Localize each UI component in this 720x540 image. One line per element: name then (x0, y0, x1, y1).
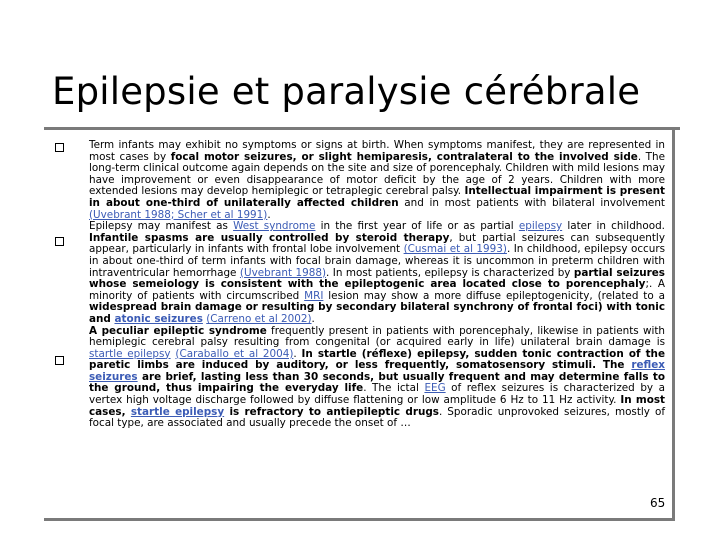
bullet-icon (55, 143, 64, 152)
page-number: 65 (650, 496, 666, 510)
text-segment: . The ictal (363, 382, 425, 395)
text-segment: frequently present in patients with porencephaly, likewise in patients with hemiplegic cerebral palsy resulting from congenital (or acquired early in life) unilateral brain damage is (89, 324, 665, 349)
reference-link[interactable]: (Carreno et al 2002) (206, 312, 312, 325)
text-segment: is refractory to antiepileptic drugs (224, 405, 439, 418)
text-segment: partial seizures whose semeiology is consistent with the epileptogenic area located close to porencephaly (89, 266, 665, 291)
text-segment: . Sporadic unprovoked seizures, mostly of focal type, are associated and usually precede the onset of … (89, 405, 665, 430)
text-segment: of reflex seizures is characterized by a vertex high voltage discharge followed by diffuse flattening or low amplitude 6 Hz to 11 Hz activity. (89, 382, 665, 407)
frame-right (672, 127, 675, 520)
reference-link[interactable]: (Cusmai et al 1993) (403, 243, 507, 256)
text-segment: . (311, 312, 315, 325)
text-segment: . (267, 208, 271, 221)
text-segment: In most cases, (89, 394, 665, 418)
reference-link[interactable]: reflex seizures (89, 359, 665, 383)
text-segment: , but partial seizures can subsequently appear, particularly in infants with frontal lobe involvement (89, 231, 665, 256)
text-segment: are brief, lasting less than 30 seconds, but usually frequent and may determine falls to the ground, thus impairing the everyday life (89, 370, 665, 395)
title-rule (44, 127, 680, 130)
text-segment: ;. A minority of patients with circumscribed (89, 278, 665, 302)
reference-link[interactable]: (Uvebrant 1988; Scher et al 1991) (89, 208, 268, 221)
reference-link[interactable]: West syndrome (233, 220, 316, 233)
reference-link[interactable]: startle epilepsy (89, 347, 171, 360)
text-segment: focal motor seizures, or slight hemiparesis, contralateral to the involved side (170, 150, 638, 163)
text-segment: In startle (réflexe) epilepsy, sudden tonic contraction of the paretic limbs are induced by auditory, or less frequently, somatosensory stimuli. The (89, 347, 665, 372)
text-segment: A peculiar epileptic syndrome (89, 324, 267, 337)
text-segment: Term infants may exhibit no symptoms or signs at birth. When symptoms manifest, they are represented in most cases by (89, 139, 665, 163)
text-segment: . In childhood, epilepsy occurs in about one-third of term infants with focal brain damage, whereas it is uncommon in preterm children with intraventricular hemorrhage (89, 243, 666, 279)
reference-link[interactable]: (Uvebrant 1988) (239, 266, 326, 279)
text-segment: Infantile spasms are usually controlled by steroid therapy (89, 231, 450, 244)
text-segment: Epilepsy may manifest as (89, 220, 234, 233)
bullet-icon (55, 356, 64, 365)
text-segment: and in most patients with bilateral involvement (398, 196, 665, 209)
reference-link[interactable]: startle epilepsy (130, 405, 225, 418)
text-segment: . In most patients, epilepsy is characterized by (326, 266, 574, 279)
text-segment: lesion may show a more diffuse epileptogenicity, (related to a (323, 289, 665, 302)
text-segment: . The long-term clinical outcome again depends on the site and size of porencephaly. Children with mild lesions may have improvement or even disappearance of motor deficit by the age of 2 years. Children with more extended lesions may develop hemiplegic or tetraplegic cerebral palsy. (89, 150, 666, 198)
reference-link[interactable]: (Caraballo et al 2004) (175, 347, 294, 360)
reference-link[interactable]: EEG (424, 382, 446, 395)
text-segment: . (293, 347, 302, 360)
reference-link[interactable]: atonic seizures (114, 312, 203, 325)
bullet-icon (55, 237, 64, 246)
text-segment: later in childhood. (562, 220, 665, 233)
paragraph-3 (89, 326, 665, 430)
frame-bottom (44, 518, 675, 521)
reference-link[interactable]: MRI (304, 289, 324, 302)
text-segment: widespread brain damage or resulting by secondary bilateral synchrony of frontal foci) with tonic and (89, 301, 665, 325)
reference-link[interactable]: epilepsy (518, 220, 563, 233)
paragraph-2 (89, 221, 665, 325)
paragraph-1 (89, 140, 665, 221)
text-segment: Intellectual impairment is present in about one-third of unilaterally affected children (89, 185, 665, 209)
slide-title: Epilepsie et paralysie cérébrale (52, 70, 641, 113)
text-segment: in the first year of life or as partial (315, 220, 519, 233)
slide-body (89, 140, 665, 430)
